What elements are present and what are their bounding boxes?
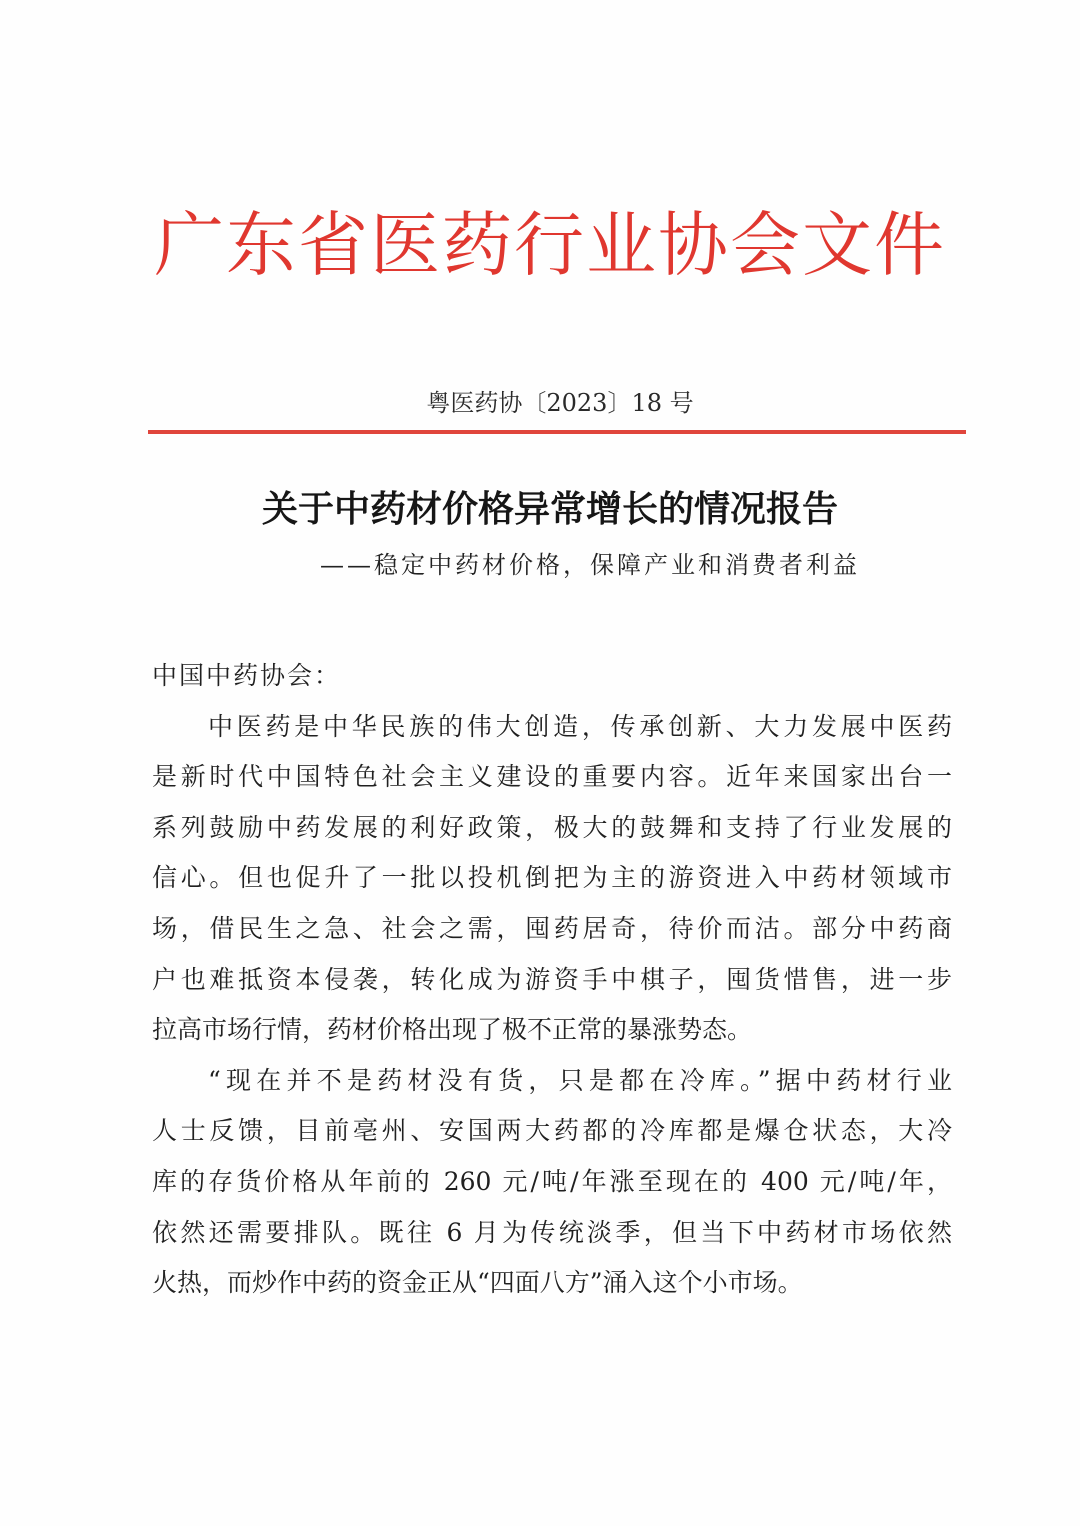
document-number: 粤医药协〔2023〕18 号 bbox=[426, 389, 694, 417]
paragraph-1-line: 信心。但也促升了一批以投机倒把为主的游资进入中药材领域市 bbox=[152, 863, 952, 893]
paragraph-1-line: 户也难抵资本侵袭，转化成为游资手中棋子，囤货惜售，进一步 bbox=[152, 964, 952, 994]
issuing-organization-title: 广东省医药行业协会文件 bbox=[154, 204, 946, 286]
document-body bbox=[152, 651, 952, 1309]
document-subtitle: ——稳定中药材价格，保障产业和消费者利益 bbox=[320, 551, 860, 579]
red-divider-line bbox=[148, 430, 966, 434]
paragraph-2-line: 库的存货价格从年前的 260 元/吨/年涨至现在的 400 元/吨/年， bbox=[152, 1166, 952, 1196]
paragraph-2-line: 人士反馈，目前亳州、安国两大药都的冷库都是爆仓状态，大冷 bbox=[152, 1116, 952, 1146]
paragraph-1-line: 系列鼓励中药发展的利好政策，极大的鼓舞和支持了行业发展的 bbox=[152, 812, 952, 842]
paragraph-1-line: 中医药是中华民族的伟大创造，传承创新、大力发展中医药 bbox=[208, 711, 952, 741]
salutation: 中国中药协会： bbox=[152, 661, 342, 690]
paragraph-2-line: 依然还需要排队。既往 6 月为传统淡季，但当下中药材市场依然 bbox=[152, 1217, 952, 1247]
document-title: 关于中药材价格异常增长的情况报告 bbox=[261, 489, 838, 530]
paragraph-1-line: 拉高市场行情，药材价格出现了极不正常的暴涨势态。 bbox=[152, 1015, 753, 1045]
paragraph-1-line: 场，借民生之急、社会之需，囤药居奇，待价而沽。部分中药商 bbox=[152, 913, 952, 943]
paragraph-2-line: “现在并不是药材没有货，只是都在冷库。”据中药材行业 bbox=[208, 1065, 952, 1095]
paragraph-1-line: 是新时代中国特色社会主义建设的重要内容。近年来国家出台一 bbox=[152, 762, 952, 792]
paragraph-2-line: 火热，而炒作中药的资金正从“四面八方”涌入这个小市场。 bbox=[152, 1268, 803, 1298]
